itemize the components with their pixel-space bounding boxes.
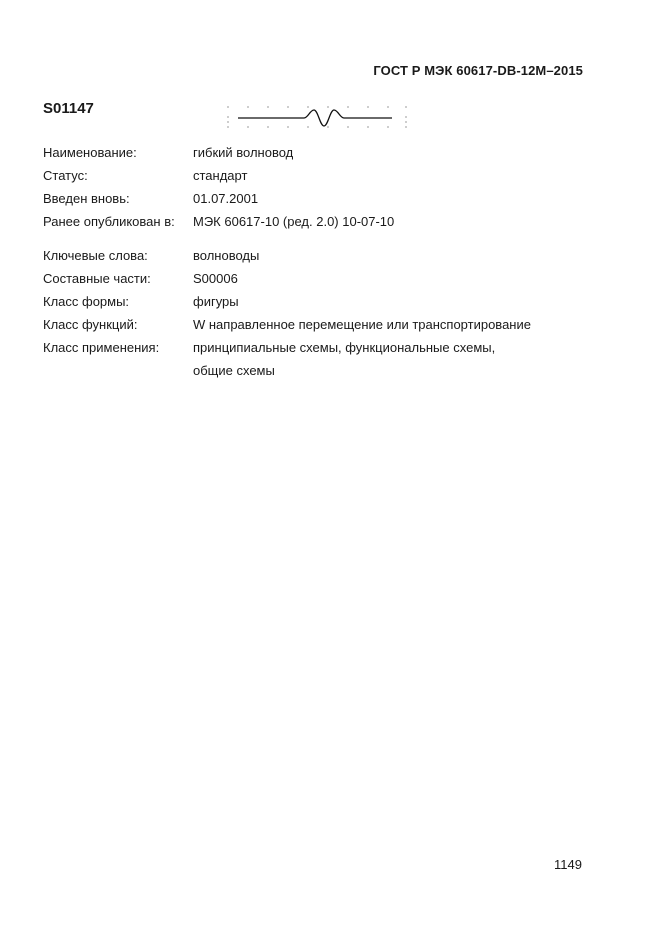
attr-row-application-class	[43, 336, 531, 382]
attr-value-line: принципиальные схемы, функциональные схемы,	[193, 340, 496, 355]
attr-row-status	[43, 164, 531, 187]
attr-row-function-class	[43, 313, 531, 336]
attr-value: гибкий волновод	[193, 145, 294, 160]
attr-label: Класс функций:	[43, 317, 138, 332]
attr-value: S00006	[193, 271, 238, 286]
attr-value: фигуры	[193, 294, 239, 309]
attr-row-name	[43, 141, 531, 164]
attr-label: Наименование:	[43, 145, 137, 160]
attr-label: Ранее опубликован в:	[43, 214, 175, 229]
attr-row-components	[43, 267, 531, 290]
attr-label: Составные части:	[43, 271, 151, 286]
attr-label: Класс применения:	[43, 340, 160, 355]
attr-value: волноводы	[193, 248, 260, 263]
attr-value	[193, 336, 495, 382]
attr-row-shape-class	[43, 290, 531, 313]
attr-label: Введен вновь:	[43, 191, 130, 206]
attr-value: МЭК 60617-10 (ред. 2.0) 10-07-10	[193, 214, 395, 229]
symbol-id: S01147	[43, 100, 94, 117]
attr-label: Статус:	[43, 168, 88, 183]
symbol-grid-dots	[227, 106, 406, 127]
attr-label: Класс формы:	[43, 294, 130, 309]
attr-row-keywords	[43, 244, 531, 267]
standard-code: ГОСТ Р МЭК 60617-DB-12M–2015	[373, 63, 583, 78]
attr-row-previously-published	[43, 210, 531, 233]
attr-value-line: общие схемы	[193, 363, 275, 378]
attr-value: стандарт	[193, 168, 248, 183]
flexible-waveguide-symbol-icon	[224, 100, 410, 132]
attr-value: 01.07.2001	[193, 191, 259, 206]
attribute-table	[43, 141, 531, 382]
attr-label: Ключевые слова:	[43, 248, 148, 263]
waveguide-line	[238, 110, 392, 126]
page-number: 1149	[554, 857, 582, 872]
attr-row-introduced	[43, 187, 531, 210]
attr-value: W направленное перемещение или транспортирование	[193, 317, 531, 332]
